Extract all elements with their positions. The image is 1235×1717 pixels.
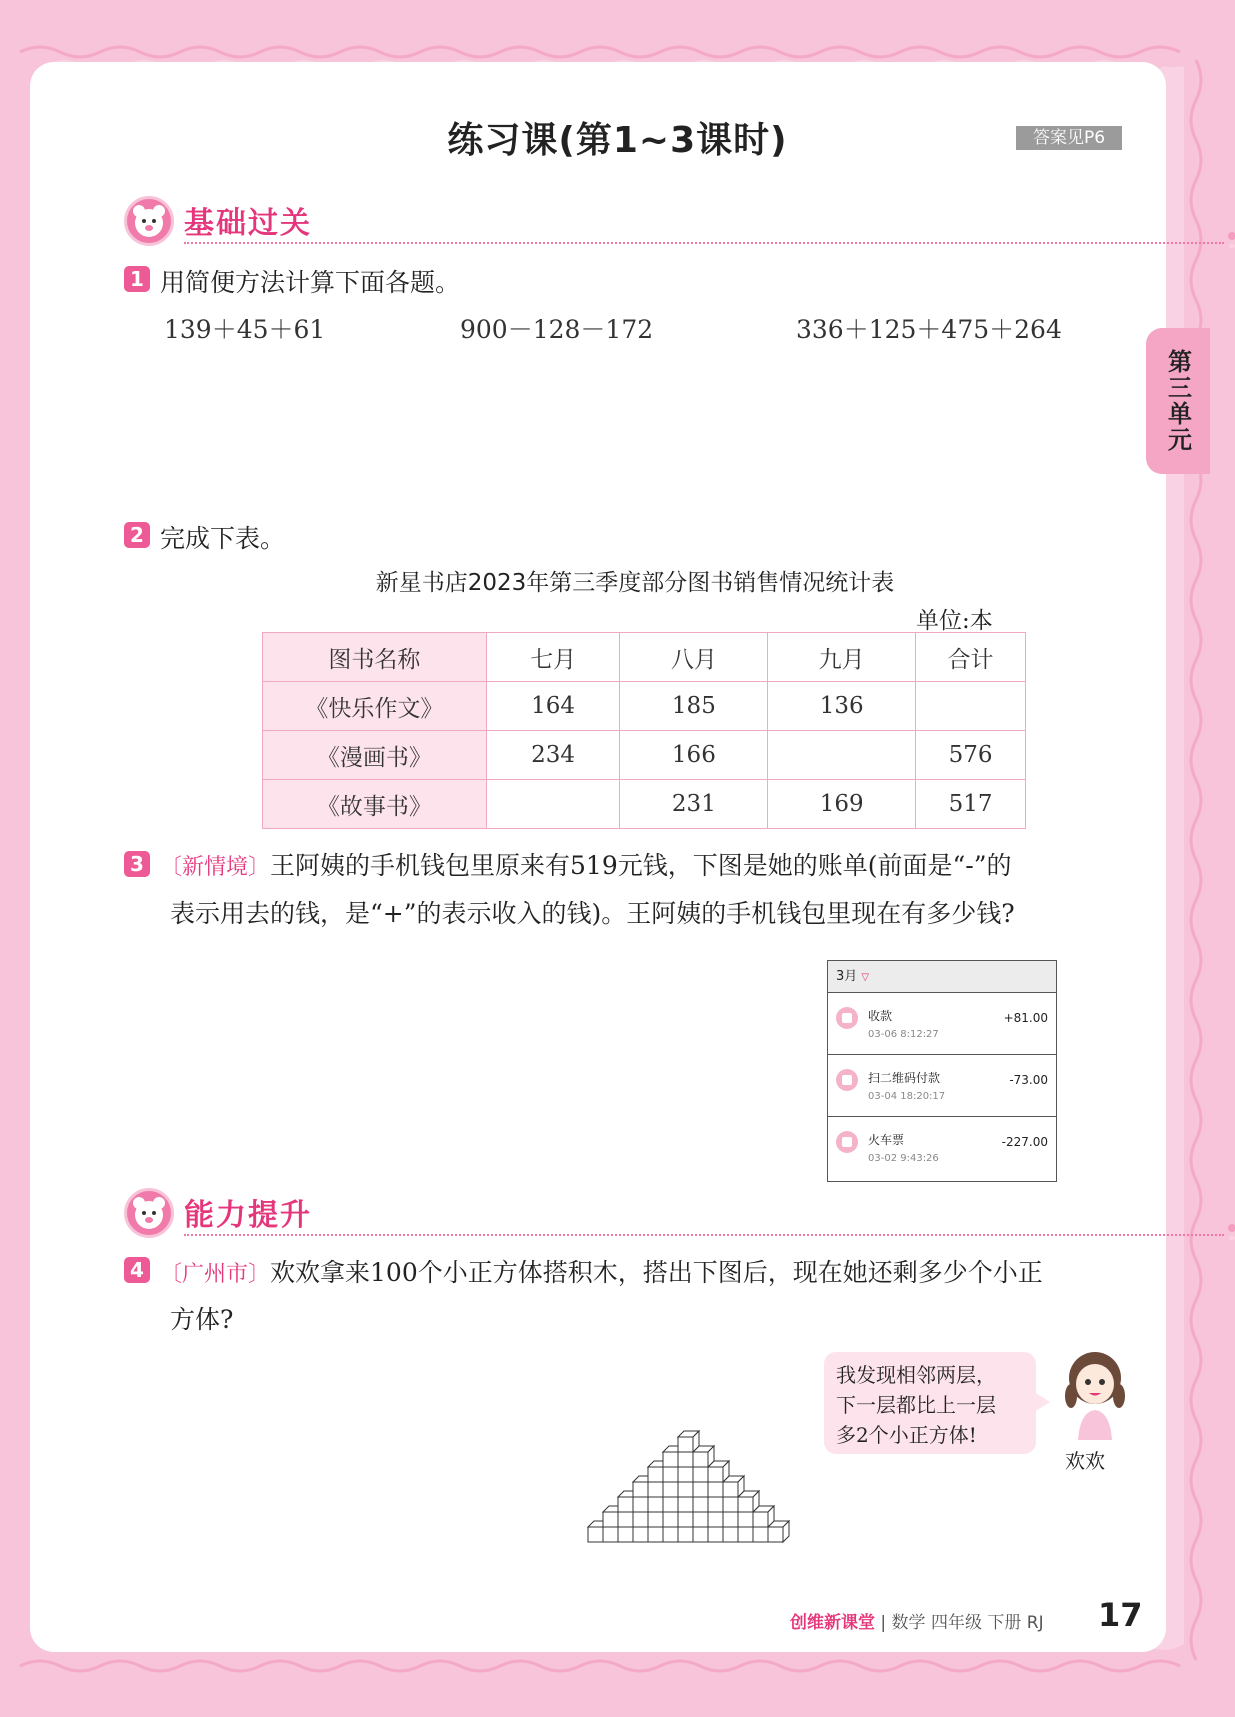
cube-front-face: [693, 1452, 708, 1467]
question-4-text: 欢欢拿来100个小正方体搭积木，搭出下图后，现在她还剩多少个小正: [270, 1258, 1043, 1287]
table-unit: 单位:本: [916, 608, 993, 634]
cube-front-face: [693, 1482, 708, 1497]
question-1-text: 用简便方法计算下面各题。: [160, 268, 461, 297]
cube-front-face: [678, 1482, 693, 1497]
table-header-cell: 八月: [620, 633, 768, 682]
cube-front-face: [663, 1512, 678, 1527]
cube-front-face: [708, 1467, 723, 1482]
cube-front-face: [633, 1512, 648, 1527]
cube-front-face: [648, 1527, 663, 1542]
question-tag: 〔新情境〕: [160, 855, 271, 880]
speech-bubble: [824, 1352, 1036, 1454]
unit-side-tab-label: 第三单元: [1163, 349, 1192, 453]
table-header-row: [263, 633, 1026, 682]
question-number-3: 3: [124, 851, 150, 877]
money-bag-icon: [836, 1007, 858, 1029]
cube-front-face: [663, 1452, 678, 1467]
sales-table: [262, 632, 1026, 829]
question-4-line-1: [160, 1253, 1043, 1289]
expression-1: 139＋45＋61: [164, 315, 326, 344]
cube-front-face: [723, 1497, 738, 1512]
expression-2: 900－128－172: [460, 315, 654, 344]
cube-front-face: [618, 1512, 633, 1527]
speech-bubble-tail: [1034, 1392, 1050, 1412]
triangle-down-icon: ▽: [861, 972, 870, 983]
bill-item-amount: -227.00: [1001, 1135, 1048, 1149]
section-title: 基础过关: [184, 206, 312, 241]
table-row: [263, 780, 1026, 829]
cube-front-face: [663, 1497, 678, 1512]
table-cell: 《快乐作文》: [263, 682, 487, 731]
cube-front-face: [648, 1482, 663, 1497]
cube-front-face: [678, 1512, 693, 1527]
footer-divider: |: [875, 1613, 892, 1633]
cube-front-face: [648, 1497, 663, 1512]
cube-front-face: [603, 1527, 618, 1542]
table-cell: 576: [916, 731, 1026, 780]
bill-item-name: 火车票: [868, 1133, 905, 1147]
table-cell-blank[interactable]: [486, 780, 620, 829]
table-cell: 231: [620, 780, 768, 829]
question-number-4: 4: [124, 1257, 150, 1283]
bill-item-amount: +81.00: [1003, 1011, 1048, 1025]
bill-item-time: 03-04 18:20:17: [868, 1091, 946, 1102]
cube-front-face: [588, 1527, 603, 1542]
question-4-line-2: 方体?: [170, 1305, 234, 1334]
table-row: [263, 682, 1026, 731]
bill-item[interactable]: [828, 993, 1056, 1055]
table-cell-blank[interactable]: [768, 731, 916, 780]
cube-front-face: [633, 1482, 648, 1497]
table-cell-blank[interactable]: [916, 682, 1026, 731]
cube-front-face: [708, 1482, 723, 1497]
bill-month: 3月: [836, 969, 858, 984]
cube-front-face: [648, 1512, 663, 1527]
cube-front-face: [663, 1467, 678, 1482]
question-tag: 〔广州市〕: [160, 1262, 271, 1287]
cube-pyramid-figure: [584, 1408, 854, 1548]
table-row: [263, 731, 1026, 780]
page-number: 17: [1098, 1596, 1143, 1634]
cube-front-face: [618, 1527, 633, 1542]
cube-front-face: [678, 1497, 693, 1512]
table-cell: 169: [768, 780, 916, 829]
table-cell: 166: [620, 731, 768, 780]
cube-front-face: [663, 1482, 678, 1497]
table-header-cell: 图书名称: [263, 633, 487, 682]
question-3-line-2: 表示用去的钱，是“+”的表示收入的钱)。王阿姨的手机钱包里现在有多少钱?: [170, 899, 1015, 928]
cube-front-face: [753, 1527, 768, 1542]
table-cell: 164: [486, 682, 620, 731]
speech-bubble-line: 多2个小正方体!: [836, 1423, 977, 1447]
answer-reference-badge: 答案见P6: [1016, 126, 1122, 150]
cube-front-face: [693, 1467, 708, 1482]
cube-front-face: [768, 1527, 783, 1542]
bear-mascot-icon: [124, 196, 174, 246]
footer-brand: 创维新课堂: [790, 1613, 875, 1633]
section-basic: [124, 196, 1235, 246]
qr-code-icon: [836, 1069, 858, 1091]
cube-front-face: [693, 1527, 708, 1542]
wallet-bill: [827, 960, 1057, 1182]
table-header-cell: 合计: [916, 633, 1026, 682]
bill-item-amount: -73.00: [1009, 1073, 1048, 1087]
question-number-2: 2: [124, 522, 150, 548]
cube-front-face: [723, 1482, 738, 1497]
cube-front-face: [723, 1512, 738, 1527]
expression-3: 336＋125＋475＋264: [796, 315, 1062, 344]
cube-front-face: [693, 1512, 708, 1527]
section-advanced: [124, 1188, 1235, 1238]
table-cell: 《漫画书》: [263, 731, 487, 780]
cube-front-face: [693, 1497, 708, 1512]
bill-item-name: 收款: [868, 1009, 893, 1023]
cube-front-face: [753, 1512, 768, 1527]
cube-front-face: [618, 1497, 633, 1512]
speech-bubble-line: 我发现相邻两层，: [836, 1363, 996, 1387]
section-dotted-line: [184, 242, 1224, 244]
cube-front-face: [678, 1437, 693, 1452]
character-name: 欢欢: [1065, 1449, 1105, 1473]
cube-front-face: [633, 1527, 648, 1542]
cube-front-face: [738, 1512, 753, 1527]
bill-item[interactable]: [828, 1055, 1056, 1117]
section-dotted-line: [184, 1234, 1224, 1236]
bill-item-name: 扫二维码付款: [868, 1071, 941, 1085]
table-title: 新星书店2023年第三季度部分图书销售情况统计表: [375, 570, 895, 596]
bill-item[interactable]: [828, 1117, 1056, 1179]
cube-front-face: [708, 1512, 723, 1527]
unit-side-tab: [1146, 328, 1210, 474]
cube-front-face: [738, 1497, 753, 1512]
question-2-text: 完成下表。: [160, 524, 286, 553]
bill-month-selector[interactable]: [828, 961, 1056, 993]
footer-info: [790, 1608, 1044, 1633]
cube-front-face: [678, 1467, 693, 1482]
cube-front-face: [663, 1527, 678, 1542]
table-cell: 185: [620, 682, 768, 731]
decor-dots-icon: [1226, 1222, 1235, 1244]
table-header-cell: 九月: [768, 633, 916, 682]
table-cell: 《故事书》: [263, 780, 487, 829]
cube-front-face: [708, 1527, 723, 1542]
table-cell: 136: [768, 682, 916, 731]
section-title: 能力提升: [184, 1198, 312, 1233]
cube-front-face: [723, 1527, 738, 1542]
cube-front-face: [678, 1452, 693, 1467]
decor-dots-icon: [1226, 230, 1235, 252]
cube-front-face: [648, 1467, 663, 1482]
cube-front-face: [603, 1512, 618, 1527]
table-header-cell: 七月: [486, 633, 620, 682]
question-3-text: 王阿姨的手机钱包里原来有519元钱，下图是她的账单(前面是“-”的: [270, 851, 1012, 880]
question-number-1: 1: [124, 266, 150, 292]
cube-front-face: [633, 1497, 648, 1512]
girl-character-icon: [1062, 1346, 1128, 1442]
page-title: 练习课(第1~3课时): [447, 120, 788, 161]
cube-front-face: [678, 1527, 693, 1542]
bill-item-time: 03-02 9:43:26: [868, 1153, 939, 1164]
speech-bubble-line: 下一层都比上一层: [836, 1393, 996, 1417]
cube-front-face: [738, 1527, 753, 1542]
footer-book-info: 数学 四年级 下册 RJ: [891, 1613, 1044, 1633]
bill-item-time: 03-06 8:12:27: [868, 1029, 939, 1040]
cube-front-face: [708, 1497, 723, 1512]
table-cell: 234: [486, 731, 620, 780]
bear-mascot-icon: [124, 1188, 174, 1238]
train-icon: [836, 1131, 858, 1153]
table-cell: 517: [916, 780, 1026, 829]
question-3-line-1: [160, 846, 1012, 882]
